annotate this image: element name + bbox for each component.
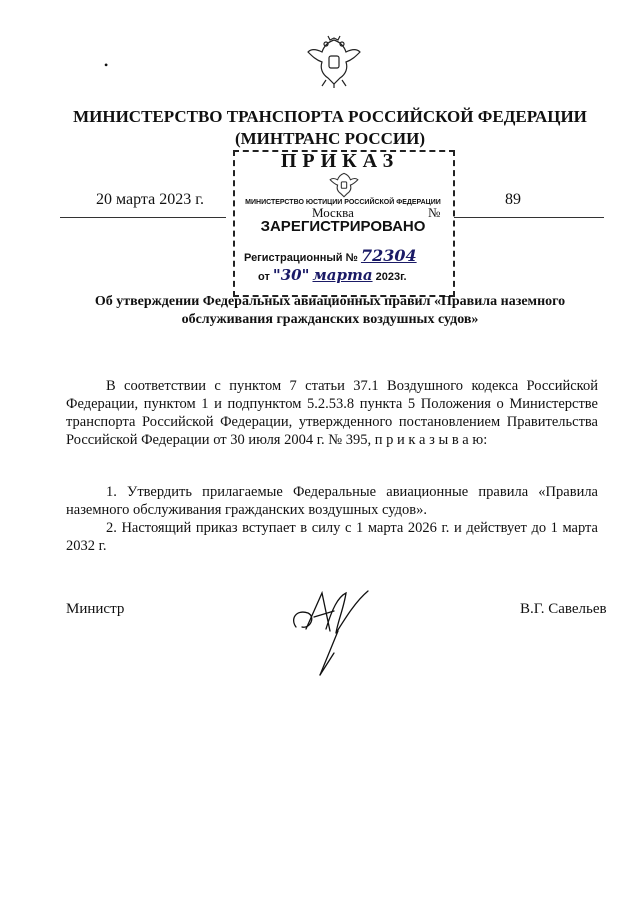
document-type: ПРИКАЗ [280,150,400,172]
order-city: Москва [312,205,354,220]
stamp-reg-line [244,246,417,265]
signatory-position: Министр [66,601,125,617]
item-2-paragraph: 2. Настоящий приказ вступает в силу с 1 марта 2026 г. и действует до 1 марта 2032 г. [66,520,598,554]
stamp-date-day: "30" [272,266,310,284]
stamp-reg-number: 72304 [360,246,417,265]
ministry-short-name: (МИНТРАНС РОССИИ) [234,129,426,148]
order-title-line2: обслуживания гражданских воздушных судов» [181,312,479,327]
stamp-date-line [258,266,407,284]
stamp-reg-label: Регистрационный № [244,252,358,264]
stamp-registered: ЗАРЕГИСТРИРОВАНО [260,218,426,235]
number-underline [454,217,604,218]
scan-dot: • [104,58,109,72]
item-1-paragraph: 1. Утвердить прилагаемые Федеральные авиационные правила «Правила наземного обслуживания гражданских воздушных судов». [66,484,598,518]
stamp-emblem-icon [326,168,362,200]
stamp-date-month: марта [312,266,373,284]
stamp-ministry: МИНИСТЕРСТВО ЮСТИЦИИ РОССИЙСКОЙ ФЕДЕРАЦИИ [245,199,441,206]
preamble-paragraph: В соответствии с пунктом 7 статьи 37.1 Воздушного кодекса Российской Федерации, пунктом 1 и подпунктом 5.2.53.8 пункта 5 Положения о Министерстве транспорта Российской Федерации, утвержденного постановлением Правительства Российской Федерации от 30 июля 2004 г. № 395, п р и к а з ы в а ю: [66,378,598,448]
order-number: 89 [505,191,521,208]
ministry-name: МИНИСТЕРСТВО ТРАНСПОРТА РОССИЙСКОЙ ФЕДЕРАЦИИ [73,107,587,126]
handwritten-signature-icon [286,583,376,678]
stamp-date-year: 2023г. [375,271,407,283]
order-title [62,293,598,329]
number-sign: № [428,205,441,220]
order-title-line1: Об утверждении Федеральных авиационных правил «Правила наземного [94,294,566,309]
stamp-date-prefix: от [258,271,270,283]
order-date: 20 марта 2023 г. [96,191,204,208]
state-emblem-icon [302,30,366,90]
date-underline [60,217,226,218]
signatory-name: В.Г. Савельев [520,601,607,617]
